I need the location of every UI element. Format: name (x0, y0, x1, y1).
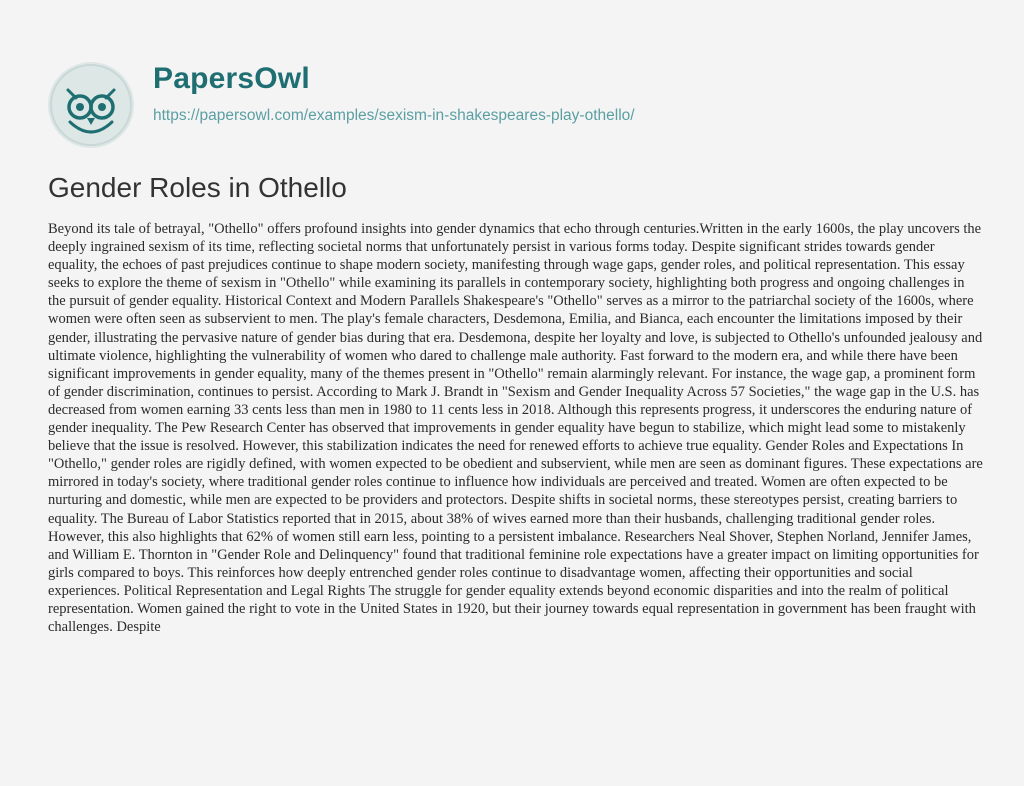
source-url[interactable]: https://papersowl.com/examples/sexism-in-shakespeares-play-othello/ (153, 107, 635, 124)
owl-logo-icon[interactable] (46, 60, 136, 150)
page-title: Gender Roles in Othello (48, 172, 347, 203)
site-header (0, 0, 1024, 150)
brand-name[interactable]: PapersOwl (153, 62, 310, 95)
essay-body: Beyond its tale of betrayal, "Othello" offers profound insights into gender dynamics that echo through centuries.Written in the early 1600s, the play uncovers the deeply ingrained sexism of its time, reflecting societal norms that unfortunately persist in various forms today. Despite significant strides towards gender equality, the echoes of past prejudices continue to shape modern society, manifesting through wage gaps, gender roles, and political representation. This essay seeks to explore the theme of sexism in "Othello" while examining its parallels in contemporary society, highlighting both progress and ongoing challenges in the pursuit of gender equality. Historical Context and Modern Parallels Shakespeare's "Othello" serves as a mirror to the patriarchal society of the 1600s, where women were often seen as subservient to men. The play's female characters, Desdemona, Emilia, and Bianca, each encounter the limitations imposed by their gender, illustrating the pervasive nature of gender bias during that era. Desdemona, despite her loyalty and love, is subjected to Othello's unfounded jealousy and ultimate violence, highlighting the vulnerability of women who dared to challenge male authority. Fast forward to the modern era, and while there have been significant improvements in gender equality, many of the themes present in "Othello" remain alarmingly relevant. For instance, the wage gap, a prominent form of gender discrimination, continues to persist. According to Mark J. Brandt in "Sexism and Gender Inequality Across 57 Societies," the wage gap in the U.S. has decreased from women earning 33 cents less than men in 1980 to 11 cents less in 2018. Although this represents progress, it underscores the enduring nature of gender inequality. The Pew Research Center has observed that improvements in gender equality have begun to stabilize, which might lead some to mistakenly believe that the issue is resolved. However, this stabilization indicates the need for renewed efforts to achieve true equality. Gender Roles and Expectations In "Othello," gender roles are rigidly defined, with women expected to be obedient and subservient, while men are seen as dominant figures. These expectations are mirrored in today's society, where traditional gender roles continue to influence how individuals are perceived and treated. Women are often expected to be nurturing and domestic, while men are expected to be providers and protectors. Despite shifts in societal norms, these stereotypes persist, creating barriers to equality. The Bureau of Labor Statistics reported that in 2015, about 38% of wives earned more than their husbands, challenging traditional gender roles. However, this also highlights that 62% of women still earn less, pointing to a persistent imbalance. Researchers Neal Shover, Stephen Norland, Jennifer James, and William E. Thornton in "Gender Role and Delinquency" found that traditional feminine role expectations have a greater impact on limiting opportunities for girls compared to boys. This reinforces how deeply entrenched gender roles continue to disadvantage women, affecting their opportunities and social experiences. Political Representation and Legal Rights The struggle for gender equality extends beyond economic disparities and into the realm of political representation. Women gained the right to vote in the United States in 1920, but their journey towards equal representation in government has been fraught with challenges. Despite (48, 221, 983, 636)
